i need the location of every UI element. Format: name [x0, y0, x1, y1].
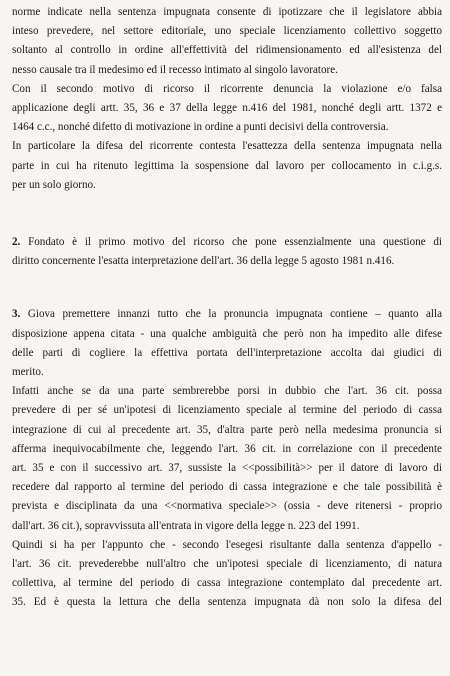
- text-line: nesso causale tra il medesimo ed il recesso intimato al singolo lavoratore.: [12, 63, 338, 76]
- text-line: dall'art. 36 cit.), sopravvissuta all'entrata in vigore della legge n. 223 del 1991.: [12, 519, 360, 532]
- text-line: delle parti di cogliere la effettiva portata dell'interpretazione accolta dai giudici di: [12, 346, 442, 359]
- text-line: per un solo giorno.: [12, 178, 96, 191]
- text-line: Infatti anche se da una parte sembrerebbe porsi in dubbio che l'art. 36 cit. possa: [12, 385, 442, 398]
- text-line: [12, 305, 442, 324]
- section-2: [12, 233, 442, 271]
- text-line: art. 35 e con il successivo art. 37, sussiste la <<possibilità>> per il datore di lavoro di: [12, 462, 442, 475]
- paragraph-3: [12, 137, 442, 195]
- section-3: [12, 305, 442, 382]
- section-text: Giova premettere innanzi tutto che la pronuncia impugnata contiene – quanto alla: [20, 308, 442, 321]
- text-line: disposizione appena citata - una qualche ambiguità che però non ha impedito alle difese: [12, 327, 442, 340]
- section-text: Fondato è il primo motivo del ricorso che pone essenzialmente una questione di: [20, 236, 442, 249]
- text-line: l'art. 36 cit. prevederebbe null'altro che un'ipotesi speciale di licenziamento, di natura: [12, 558, 442, 571]
- text-line: inteso prevedere, nel settore editoriale, uno speciale licenziamento collettivo soggetto: [12, 25, 442, 38]
- text-line: norme indicate nella sentenza impugnata consente di ipotizzare che il legislatore abbia: [12, 6, 442, 18]
- text-line: collettiva, al termine del periodo di cassa integrazione contemplato dal precedente art.: [12, 577, 442, 590]
- text-line: In particolare la difesa del ricorrente contesta l'esattezza della sentenza impugnata nella: [12, 140, 442, 153]
- paragraph-1: [12, 3, 442, 80]
- text-line: Con il secondo motivo di ricorso il ricorrente denuncia la violazione e/o falsa: [12, 82, 442, 95]
- text-line: 1464 c.c., nonché difetto di motivazione in ordine a punti decisivi della controversia.: [12, 121, 389, 134]
- spacer: [12, 195, 442, 233]
- text-line: [12, 233, 442, 252]
- text-line: afferma inequivocabilmente che, leggendo l'art. 36 cit. in correlazione con il precedente: [12, 442, 442, 455]
- text-line: 35. Ed è questa la lettura che della sentenza impugnata dà non solo la difesa del: [12, 596, 442, 609]
- text-line: parte in cui ha ritenuto legittima la sospensione dal lavoro per collocamento in c.i.g.s.: [12, 159, 442, 172]
- text-line: prevista e disciplinata da una <<normativa speciale>> (ossia - deve ritenersi - proprio: [12, 500, 442, 513]
- text-line: integrazione di cui al precedente art. 35, d'altra parte però nella medesima pronuncia si: [12, 423, 442, 436]
- paragraph-2: [12, 80, 442, 138]
- text-line: recedere dal rapporto al termine del periodo di cassa integrazione e che tale possibilità è: [12, 481, 442, 494]
- text-line: soltanto al controllo in ordine all'effettività del ridimensionamento ed all'esistenza del: [12, 44, 442, 57]
- text-line: applicazione degli artt. 35, 36 e 37 della legge n.416 del 1981, nonché degli artt. 1372 e: [12, 102, 442, 115]
- section-number: 3.: [12, 308, 21, 321]
- text-line: prevedere di per sé un'ipotesi di licenziamento speciale al termine del periodo di cassa: [12, 404, 442, 417]
- text-line: diritto concernente l'esatta interpretazione dell'art. 36 della legge 5 agosto 1981 n.416.: [12, 255, 395, 268]
- section-number: 2.: [12, 236, 21, 249]
- text-line: Quindi si ha per l'appunto che - secondo l'esegesi risultante dalla sentenza d'appello -: [12, 538, 442, 551]
- text-line: merito.: [12, 366, 44, 379]
- paragraph-4: [12, 382, 442, 536]
- spacer: [12, 271, 442, 305]
- paragraph-5: [12, 536, 442, 613]
